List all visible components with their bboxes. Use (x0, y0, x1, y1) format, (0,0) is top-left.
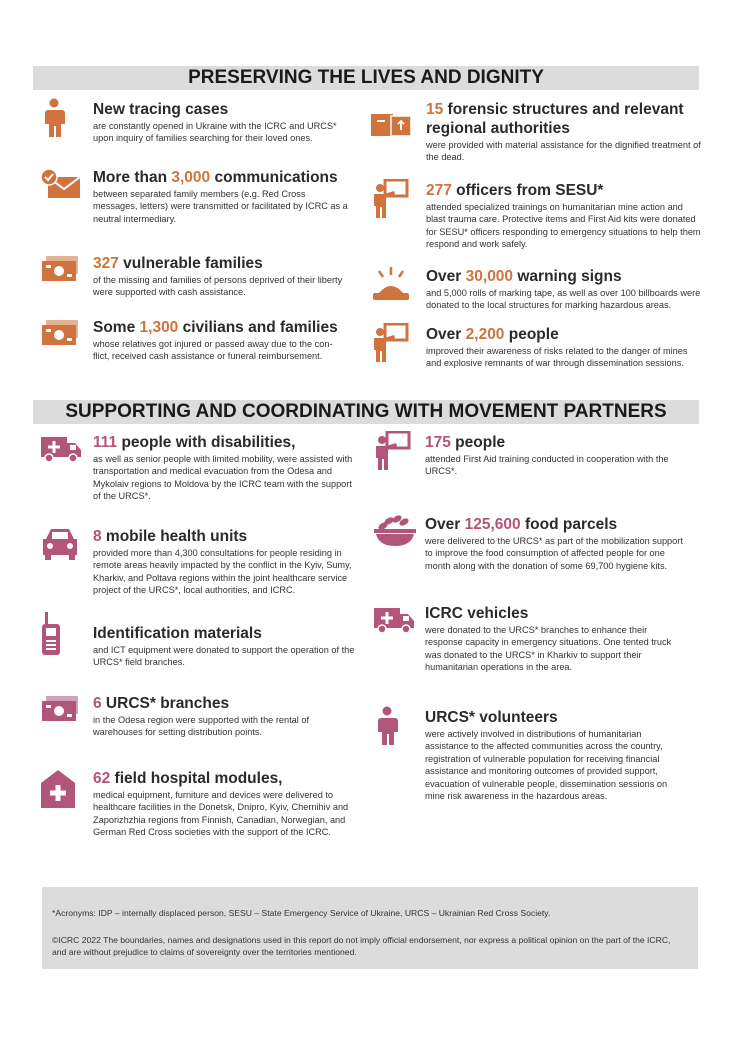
stat-title (425, 433, 695, 452)
stat-title-prefix: Over (426, 268, 466, 285)
stat-title-text: officers from SESU* (451, 182, 604, 199)
stat-title-text: forensic structures and relevant regional authorities (426, 101, 684, 137)
section-heading-supporting: SUPPORTING AND COORDINATING WITH MOVEMENT PARTNERS (33, 400, 699, 424)
stat-number: 30,000 (465, 268, 514, 285)
stat-number: 277 (426, 182, 452, 199)
footer-notes (42, 887, 698, 969)
stat-number: 2,200 (465, 326, 505, 343)
stat-number: 111 (93, 434, 118, 451)
copyright-note: ©ICRC 2022 The boundaries, names and designations used in this report do not imply official endorsement, nor express a political opinion on the part of the ICRC, and are without prejudice to claims of sovereignty over the territories mentioned. (52, 935, 671, 957)
stat-title (426, 181, 706, 200)
stat-description: medical equipment, furniture and devices were delivered to healthcare facilities in the Donetsk, Dnipro, Kyiv, Chernihiv and Zaporizhzhia regions from Finnish, Canadian, Norwegian, and German Red Cross societies with the support of the ICRC. (93, 790, 349, 838)
stat-title (93, 254, 353, 273)
boxes-icon (371, 106, 411, 141)
trainer-icon (371, 323, 409, 368)
stat-description: as well as senior people with limited mobility, were assisted with transportation and medical evacuation from the Odesa and Mykolaiv regions to Moldova by the ICRC team with the support of the URCS*. (93, 454, 353, 502)
stat-description: in the Odesa region were supported with the rental of warehouses for setting distribution points. (93, 715, 310, 738)
stat-title-prefix: Some (93, 319, 140, 336)
person-icon (373, 706, 401, 751)
stat-title (93, 769, 358, 788)
stat-number: 3,000 (171, 169, 211, 186)
stat-title-text: Identification materials (93, 625, 262, 642)
trainer-icon (373, 431, 411, 476)
car-icon (40, 527, 80, 566)
stat-title-text: people (450, 434, 506, 451)
stat-description: attended specialized trainings on humanitarian mine action and blast trauma care. Protective items and First Aid kits were donated for SESU* officers responding to emergency situations to help them respond and work safely. (426, 202, 701, 250)
stat-number: 125,600 (464, 516, 521, 533)
stat-title-text: people with disabilities, (117, 434, 296, 451)
stat-title (93, 624, 358, 643)
stat-title (93, 168, 353, 187)
stat-title (425, 708, 695, 727)
stat-number: 6 (93, 695, 102, 712)
stat-description: were donated to the URCS* branches to enhance their response capacity in emergency situations. One tented truck was donated to the URCS* in Kharkiv to support their humanitarian operations in the area. (425, 625, 672, 673)
stat-title-text: vulnerable families (118, 255, 263, 272)
stat-title-text: civilians and families (178, 319, 338, 336)
cash-icon (40, 256, 80, 287)
stat-description: were provided with material assistance for the dignified treatment of the dead. (426, 140, 701, 163)
stat-title-text: food parcels (520, 516, 618, 533)
stat-title (93, 318, 353, 337)
stat-title (93, 433, 358, 452)
stat-title-text: people (504, 326, 559, 343)
trainer-icon (371, 179, 409, 224)
stat-title-prefix: More than (93, 169, 172, 186)
envelope-check-icon (40, 168, 82, 205)
stat-number: 8 (93, 528, 102, 545)
stat-description: and ICT equipment were donated to support the operation of the URCS* field branches. (93, 645, 355, 668)
section-heading-preserving: PRESERVING THE LIVES AND DIGNITY (33, 66, 699, 90)
stat-title-text: warning signs (513, 268, 622, 285)
stat-number: 62 (93, 770, 111, 787)
stat-title (426, 267, 706, 286)
stat-title (426, 100, 706, 138)
stat-title-prefix: Over (426, 326, 466, 343)
stat-title (425, 515, 695, 534)
stat-title-text: communications (210, 169, 338, 186)
radio-icon (40, 612, 62, 661)
stat-title (426, 325, 706, 344)
hospital-icon (40, 769, 76, 814)
cash-icon (40, 320, 80, 351)
stat-description: are constantly opened in Ukraine with the ICRC and URCS* upon inquiry of families searching for their loved ones. (93, 121, 337, 144)
person-icon (40, 98, 68, 143)
stat-description: and 5,000 rolls of marking tape, as well as over 100 billboards were donated to the local structures for marking hazardous areas. (426, 288, 701, 311)
stat-description: of the missing and families of persons deprived of their liberty were supported with cash assistance. (93, 275, 343, 298)
stat-title-text: ICRC vehicles (425, 605, 529, 622)
stat-title-text: New tracing cases (93, 101, 229, 118)
stat-title (93, 100, 353, 119)
stat-description: were actively involved in distributions of humanitarian assistance to the affected communities across the country, registration of vulnerable population for receiving financial assistance and monitoring outcomes of provided support, evacuation of vulnerable people, dissemination sessions on mine risk awareness in the hazardous areas. (425, 729, 668, 802)
stat-number: 175 (425, 434, 451, 451)
stat-description: whose relatives got injured or passed away due to the con- flict, received cash assistance or funeral reimbursement. (93, 339, 333, 362)
stat-number: 15 (426, 101, 444, 118)
cash-icon (40, 696, 80, 727)
stat-description: provided more than 4,300 consultations for people residing in remote areas heavily impacted by the conflict in the Kyiv, Sumy, Kharkiv, and Poltava regions within the joint healthcare service project of the URCS*, local authorities, and ICRC. (93, 548, 352, 596)
stat-title-text: URCS* branches (101, 695, 230, 712)
stat-title-prefix: Over (425, 516, 465, 533)
stat-number: 327 (93, 255, 119, 272)
stat-number: 1,300 (139, 319, 179, 336)
ambulance-icon (40, 435, 82, 468)
stat-title (93, 694, 358, 713)
stat-description: attended First Aid training conducted in cooperation with the URCS*. (425, 454, 669, 477)
stat-description: between separated family members (e.g. Red Cross messages, letters) were transmitted or facilitated by ICRC as a neutral intermediary. (93, 189, 348, 224)
acronyms-note: *Acronyms: IDP – internally displaced person, SESU – State Emergency Service of Ukraine, URCS – Ukrainian Red Cross Society. (52, 908, 551, 918)
stat-title (425, 604, 695, 623)
stat-title-text: mobile health units (101, 528, 248, 545)
stat-title-text: field hospital modules, (110, 770, 283, 787)
food-bowl-icon (373, 513, 417, 552)
ambulance-icon (373, 606, 415, 639)
warning-sign-icon (371, 267, 411, 306)
stat-description: improved their awareness of risks related to the danger of mines and explosive remnants of war through dissemination sessions. (426, 346, 688, 369)
stat-description: were delivered to the URCS* as part of the mobilization support to improve the food consumption of affected people for one month along with the donation of some 69,700 hygiene kits. (425, 536, 683, 571)
stat-title (93, 527, 358, 546)
stat-title-text: URCS* volunteers (425, 709, 558, 726)
